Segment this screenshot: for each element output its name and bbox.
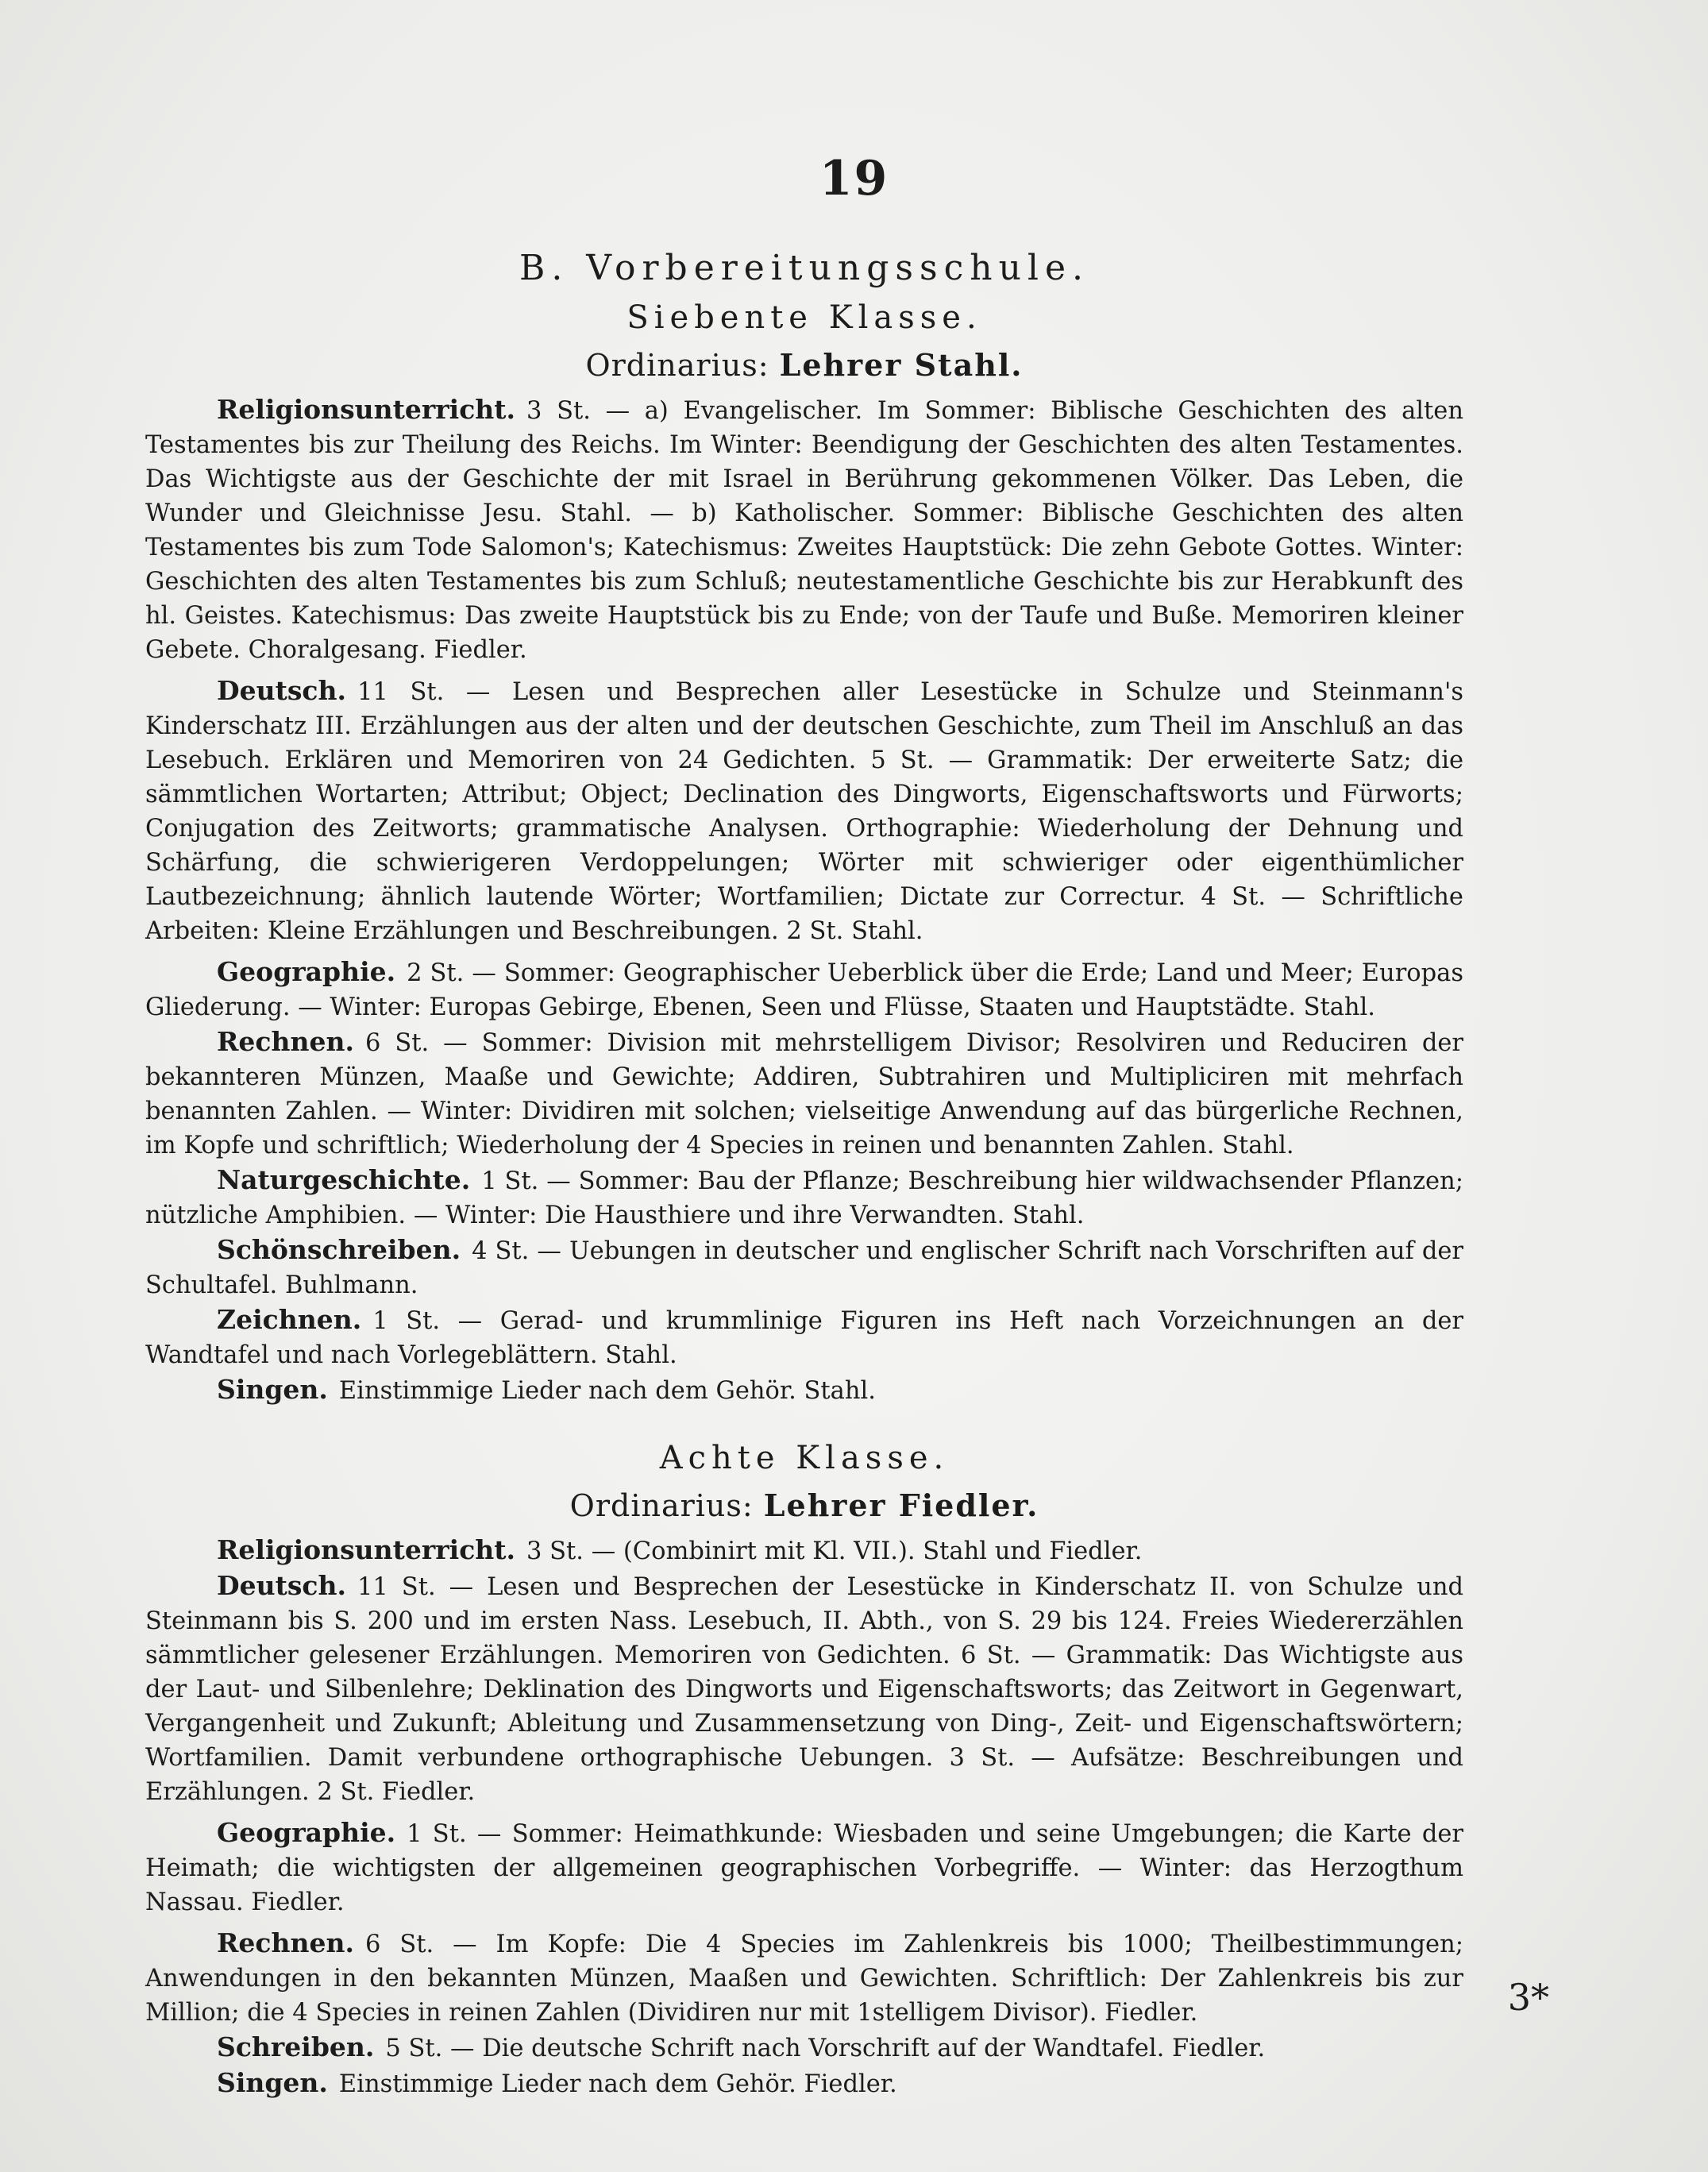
subject-text: 3 St. — a) Evangelischer. Im Sommer: Biblische Geschichten des alten Testamentes bis zur Theilung des Reichs. Im Winter: Beendigung der Geschichten des alten Testamentes. Das Wichtigste aus der Geschichte der mit Israel in Berührung gekommenen Völker. Das Leben, die Wunder und Gleichnisse Jesu. Stahl. — b) Katholischer. Sommer: Biblische Geschichten des alten Testamentes bis zum Tode Salomon's; Katechismus: Zweites Hauptstück: Die zehn Gebote Gottes. Winter: Geschichten des alten Testamentes bis zum Schluß; neutestamentliche Geschichte bis zur Herabkunft des hl. Geistes. Katechismus: Das zweite Hauptstück bis zu Ende; von der Taufe und Buße. Memoriren kleiner Gebete. Choralgesang. Fiedler.	[145, 397, 1463, 664]
page-number: 19	[819, 151, 889, 206]
subject-text: 5 St. — Die deutsche Schrift nach Vorschrift auf der Wandtafel. Fiedler.	[385, 2035, 1266, 2062]
subject-name: Deutsch.	[217, 1570, 347, 1601]
class-block-eighth	[145, 1440, 1463, 2101]
subject-paragraph	[145, 2030, 1463, 2066]
subject-text: Einstimmige Lieder nach dem Gehör. Fiedler.	[338, 2070, 897, 2098]
subject-name: Naturgeschichte.	[217, 1164, 471, 1195]
subject-paragraph	[145, 1024, 1463, 1163]
ordinarius-label: Ordinarius:	[585, 348, 769, 383]
subject-paragraph	[145, 1163, 1463, 1233]
subject-paragraph	[145, 1372, 1463, 1408]
subject-text: 6 St. — Sommer: Division mit mehrstelligem Divisor; Resolviren und Reduciren der bekannteren Münzen, Maaße und Gewichte; Addiren, Subtrahiren und Multipliciren mit mehrfach benannten Zahlen. — Winter: Dividiren mit solchen; vielseitige Anwendung auf das bürgerliche Rechnen, im Kopfe und schriftlich; Wiederholung der 4 Species in reinen und benannten Zahlen. Stahl.	[145, 1029, 1463, 1159]
subject-name: Singen.	[217, 1374, 328, 1405]
subject-paragraph	[145, 1533, 1463, 1568]
ordinarius-name: Lehrer Fiedler.	[763, 1487, 1039, 1523]
subject-paragraph	[145, 1568, 1463, 1809]
subject-paragraph	[145, 1302, 1463, 1372]
subject-paragraph	[145, 1926, 1463, 2030]
subject-name: Schönschreiben.	[217, 1234, 461, 1265]
subject-name: Rechnen.	[217, 1927, 354, 1958]
subject-name: Singen.	[217, 2067, 328, 2098]
subject-text: 2 St. — Sommer: Geographischer Ueberblick über die Erde; Land und Meer; Europas Gliederung. — Winter: Europas Gebirge, Ebenen, Seen und Flüsse, Staaten und Hauptstädte. Stahl.	[145, 959, 1463, 1021]
subject-text: 1 St. — Sommer: Bau der Pflanze; Beschreibung hier wildwachsender Pflanzen; nützliche Amphibien. — Winter: Die Hausthiere und ihre Verwandten. Stahl.	[145, 1167, 1463, 1229]
ordinarius-line	[145, 347, 1463, 383]
subject-paragraph	[145, 392, 1463, 667]
subject-text: 6 St. — Im Kopfe: Die 4 Species im Zahlenkreis bis 1000; Theilbestimmungen; Anwendungen in den bekannten Münzen, Maaßen und Gewichten. Schriftlich: Der Zahlenkreis bis zur Million; die 4 Species in reinen Zahlen (Dividiren nur mit 1stelligem Divisor). Fiedler.	[145, 1931, 1463, 2027]
subject-text: 1 St. — Gerad- und krummlinige Figuren ins Heft nach Vorzeichnungen an der Wandtafel und nach Vorlegeblättern. Stahl.	[145, 1307, 1463, 1369]
subject-name: Religionsunterricht.	[217, 1534, 516, 1565]
subject-name: Zeichnen.	[217, 1304, 362, 1335]
page-content	[145, 248, 1463, 2101]
class-block-seventh	[145, 299, 1463, 1408]
subject-name: Deutsch.	[217, 675, 347, 706]
subject-name: Schreiben.	[217, 2031, 375, 2062]
subject-text: Einstimmige Lieder nach dem Gehör. Stahl.	[338, 1377, 876, 1405]
subject-paragraph	[145, 1815, 1463, 1919]
subject-text: 1 St. — Sommer: Heimathkunde: Wiesbaden und seine Umgebungen; die Karte der Heimath; die wichtigsten der allgemeinen geographischen Vorbegriffe. — Winter: das Herzogthum Nassau. Fiedler.	[145, 1820, 1463, 1916]
subject-paragraph	[145, 673, 1463, 948]
ordinarius-line	[145, 1487, 1463, 1523]
class-title: Siebente Klasse.	[627, 299, 982, 336]
subject-text: 11 St. — Lesen und Besprechen der Lesestücke in Kinderschatz II. von Schulze und Steinmann bis S. 200 und im ersten Nass. Lesebuch, II. Abth., von S. 29 bis 124. Freies Wiedererzählen sämmtlicher gelesener Erzählungen. Memoriren von Gedichten. 6 St. — Grammatik: Das Wichtigste aus der Laut- und Silbenlehre; Deklination des Dingworts und Eigenschaftsworts; das Zeitwort in Gegenwart, Vergangenheit und Zukunft; Ableitung und Zusammensetzung von Ding-, Zeit- und Eigenschaftswörtern; Wortfamilien. Damit verbundene orthographische Uebungen. 3 St. — Aufsätze: Beschreibungen und Erzählungen. 2 St. Fiedler.	[145, 1573, 1463, 1806]
ordinarius-name: Lehrer Stahl.	[779, 347, 1024, 383]
subject-text: 11 St. — Lesen und Besprechen aller Lesestücke in Schulze und Steinmann's Kinderschatz III. Erzählungen aus der alten und der deutschen Geschichte, zum Theil im Anschluß an das Lesebuch. Erklären und Memoriren von 24 Gedichten. 5 St. — Grammatik: Der erweiterte Satz; die sämmtlichen Wortarten; Attribut; Object; Declination des Dingworts, Eigenschaftsworts und Fürworts; Conjugation des Zeitworts; grammatische Analysen. Orthographie: Wiederholung der Dehnung und Schärfung, die schwierigeren Verdoppelungen; Wörter mit schwieriger oder eigenthümlicher Lautbezeichnung; ähnlich lautende Wörter; Wortfamilien; Dictate zur Correctur. 4 St. — Schriftliche Arbeiten: Kleine Erzählungen und Beschreibungen. 2 St. Stahl.	[145, 678, 1463, 945]
subject-paragraph	[145, 2066, 1463, 2101]
subject-name: Religionsunterricht.	[217, 394, 516, 425]
signature-mark: 3*	[1507, 1976, 1549, 2019]
section-title: B. Vorbereitungsschule.	[519, 248, 1089, 288]
class-title: Achte Klasse.	[659, 1440, 950, 1476]
ordinarius-label: Ordinarius:	[569, 1488, 754, 1523]
subject-text: 4 St. — Uebungen in deutscher und englischer Schrift nach Vorschriften auf der Schultafel. Buhlmann.	[145, 1237, 1463, 1299]
subject-paragraph	[145, 1233, 1463, 1302]
subject-name: Rechnen.	[217, 1026, 354, 1057]
subject-name: Geographie.	[217, 1817, 396, 1848]
subject-paragraph	[145, 955, 1463, 1024]
subject-name: Geographie.	[217, 956, 396, 987]
subject-text: 3 St. — (Combinirt mit Kl. VII.). Stahl und Fiedler.	[526, 1537, 1143, 1565]
